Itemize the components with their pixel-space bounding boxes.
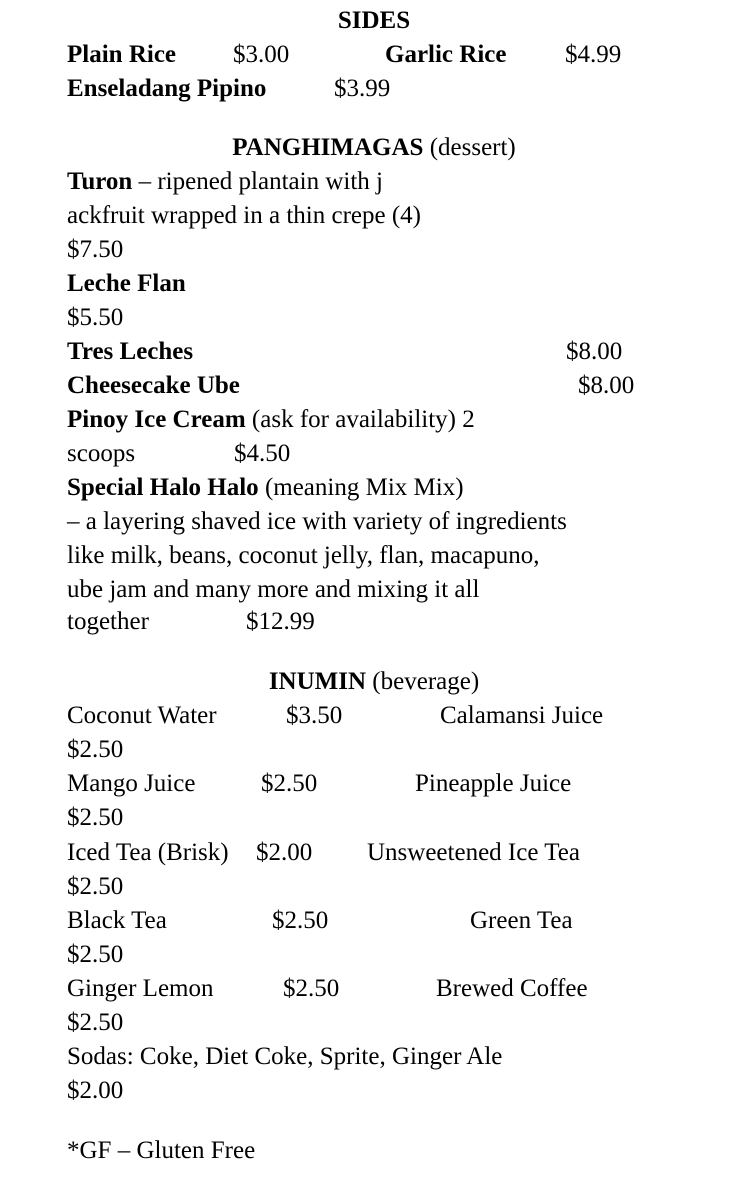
bev-right-price: $2.50: [67, 736, 124, 763]
sides-heading: SIDES: [337, 7, 411, 34]
ice-cream-line: [67, 403, 475, 437]
bev-right-name: Calamansi Juice: [440, 702, 604, 729]
bev-left-price: $2.50: [283, 975, 340, 1002]
bev-left-price: $2.00: [256, 839, 313, 866]
garlic-rice-name: Garlic Rice: [385, 41, 507, 68]
enseladang-name: Enseladang Pipino: [67, 75, 267, 102]
bev-right-price: $2.50: [67, 804, 124, 831]
leche-flan-name: Leche Flan: [67, 270, 186, 297]
garlic-rice-price: $4.99: [565, 41, 622, 68]
halo-halo-note: (meaning Mix Mix): [258, 474, 464, 501]
bev-left-name: Ginger Lemon: [67, 975, 214, 1002]
turon-price: $7.50: [67, 236, 124, 263]
ice-cream-desc1: (ask for availability) 2: [245, 406, 475, 433]
ice-cream-price: $4.50: [234, 440, 291, 467]
sodas-name: Sodas: Coke, Diet Coke, Sprite, Ginger Ale: [67, 1043, 503, 1070]
bev-right-price: $2.50: [67, 1009, 124, 1036]
tres-leches-name: Tres Leches: [67, 338, 194, 365]
beverage-heading-sub: (beverage): [366, 668, 480, 695]
dessert-heading-title: PANGHIMAGAS: [232, 134, 424, 161]
halo-halo-name: Special Halo Halo: [67, 474, 259, 501]
halo-halo-line: [67, 471, 464, 505]
bev-right-name: Green Tea: [470, 907, 573, 934]
sodas-price: $2.00: [67, 1077, 124, 1104]
bev-left-name: Iced Tea (Brisk): [67, 839, 229, 866]
cheesecake-price: $8.00: [578, 372, 635, 399]
leche-flan-price: $5.50: [67, 304, 124, 331]
beverage-heading-title: INUMIN: [268, 668, 367, 695]
turon-desc1: – ripened plantain with j: [132, 168, 383, 195]
bev-left-name: Coconut Water: [67, 702, 217, 729]
dessert-heading-sub: (dessert): [423, 134, 516, 161]
tres-leches-price: $8.00: [566, 338, 623, 365]
bev-left-name: Black Tea: [67, 907, 167, 934]
plain-rice-price: $3.00: [233, 41, 290, 68]
cheesecake-name: Cheesecake Ube: [67, 372, 240, 399]
halo-halo-desc1: – a layering shaved ice with variety of ingredients: [67, 508, 567, 535]
halo-halo-desc2: like milk, beans, coconut jelly, flan, macapuno,: [67, 542, 540, 569]
halo-halo-desc4: together: [67, 608, 149, 635]
bev-left-price: $2.50: [272, 907, 329, 934]
bev-left-name: Mango Juice: [67, 770, 196, 797]
dessert-heading: [0, 131, 748, 165]
enseladang-price: $3.99: [334, 75, 391, 102]
turon-name: Turon: [67, 168, 133, 195]
bev-right-name: Brewed Coffee: [436, 975, 588, 1002]
beverage-heading: [0, 665, 748, 699]
bev-right-price: $2.50: [67, 873, 124, 900]
ice-cream-name: Pinoy Ice Cream: [67, 406, 246, 433]
bev-left-price: $2.50: [261, 770, 318, 797]
plain-rice-name: Plain Rice: [67, 41, 177, 68]
footnote: *GF – Gluten Free: [67, 1137, 256, 1164]
bev-right-price: $2.50: [67, 941, 124, 968]
halo-halo-price: $12.99: [246, 608, 315, 635]
turon-desc2: ackfruit wrapped in a thin crepe (4): [67, 202, 422, 229]
bev-right-name: Pineapple Juice: [415, 770, 572, 797]
turon-line: [67, 165, 383, 199]
bev-left-price: $3.50: [286, 702, 343, 729]
ice-cream-desc2: scoops: [67, 440, 136, 467]
halo-halo-desc3: ube jam and many more and mixing it all: [67, 576, 480, 603]
bev-right-name: Unsweetened Ice Tea: [367, 839, 580, 866]
